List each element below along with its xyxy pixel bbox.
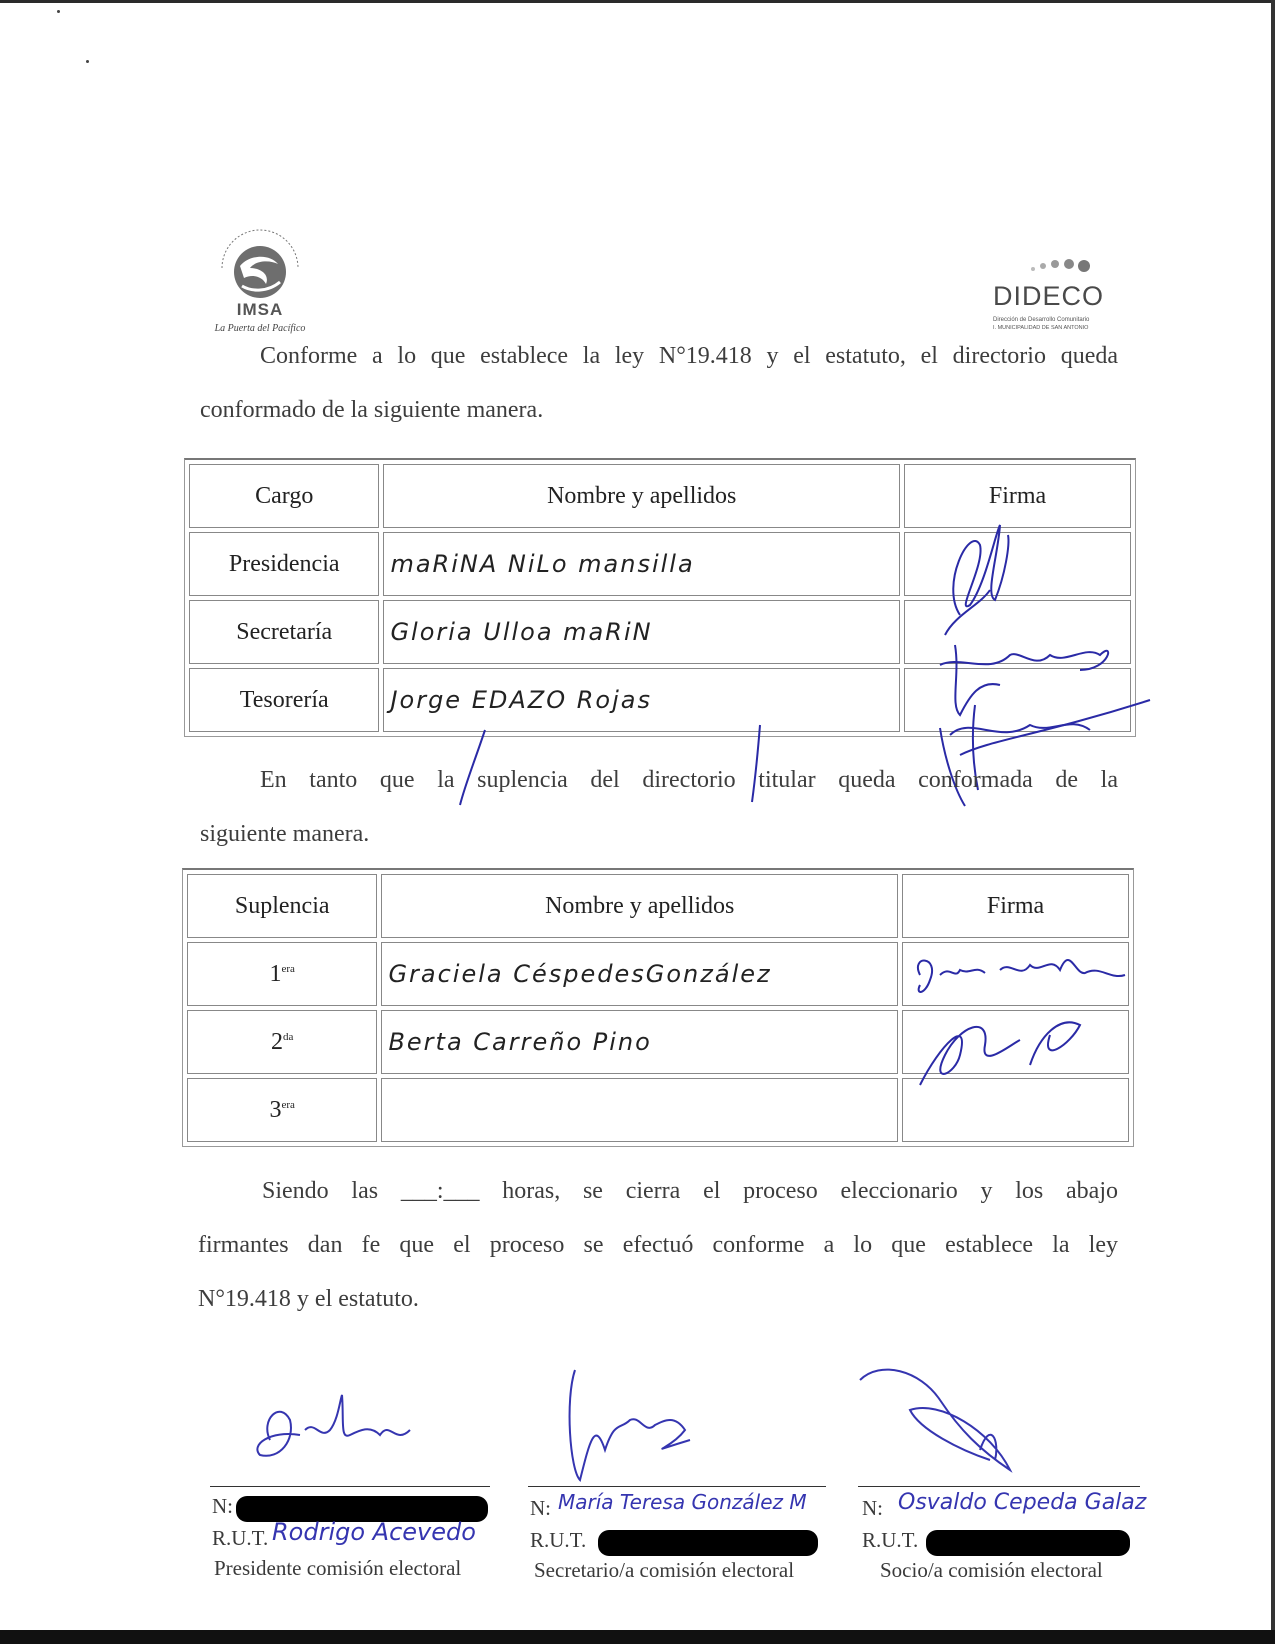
intro-line-2: conformado de la siguiente manera. <box>200 397 544 423</box>
nombre-tesoreria: Jorge EDAZO Rojas <box>383 668 900 732</box>
dideco-municipality: I. MUNICIPALIDAD DE SAN ANTONIO <box>993 325 1089 331</box>
scan-edge-right <box>1271 0 1275 1644</box>
header-firma: Firma <box>904 464 1131 528</box>
rut-label-1: R.U.T. <box>212 1526 269 1550</box>
table-row <box>187 1010 1129 1074</box>
scan-speck <box>86 60 89 63</box>
role-2: Secretario/a comisión electoral <box>534 1558 795 1582</box>
nombre-presidencia: maRiNA NiLo mansilla <box>383 532 900 596</box>
n-label-1: N: <box>212 1494 233 1518</box>
firma-suplente-1 <box>902 942 1129 1006</box>
role-1: Presidente comisión electoral <box>214 1556 462 1580</box>
suplencia-2 <box>187 1010 377 1074</box>
n-label-2: N: <box>530 1496 551 1520</box>
n-label-3: N: <box>862 1496 883 1520</box>
firma-suplente-3 <box>902 1078 1129 1142</box>
rut-label-3: R.U.T. <box>862 1528 919 1552</box>
role-3: Socio/a comisión electoral <box>880 1558 1103 1582</box>
dideco-name: DIDECO <box>993 281 1105 311</box>
ordinal-number: 3 <box>269 1096 282 1123</box>
cargo-tesoreria: Tesorería <box>189 668 379 732</box>
nombre-suplente-3 <box>381 1078 898 1142</box>
table-row <box>189 532 1131 596</box>
header-nombre: Nombre y apellidos <box>381 874 898 938</box>
closing-line-3: N°19.418 y el estatuto. <box>198 1286 419 1312</box>
imsa-tagline: La Puerta del Pacífico <box>214 323 306 334</box>
firma-suplente-2 <box>902 1010 1129 1074</box>
nombre-secretaria: Gloria Ulloa maRiN <box>383 600 900 664</box>
redaction-bar <box>598 1530 818 1556</box>
signature-line-3 <box>858 1486 1140 1487</box>
signature-line-2 <box>528 1486 826 1487</box>
cargo-secretaria: Secretaría <box>189 600 379 664</box>
redaction-bar <box>926 1530 1130 1556</box>
table-row <box>187 942 1129 1006</box>
nombre-suplente-1: Graciela CéspedesGonzález <box>381 942 898 1006</box>
firma-tesoreria <box>904 668 1131 732</box>
closing-line-2: firmantes dan fe que el proceso se efectuó conforme a lo que establece la ley <box>198 1232 1118 1258</box>
intro-line-1: Conforme a lo que establece la ley N°19.418 y el estatuto, el directorio queda <box>260 343 1118 369</box>
ordinal-suffix: era <box>281 962 295 975</box>
header-firma: Firma <box>902 874 1129 938</box>
handwritten-name-3: Osvaldo Cepeda Galaz <box>898 1490 1147 1515</box>
scan-edge-top <box>0 0 1275 3</box>
suplencia-intro-line-2: siguiente manera. <box>200 821 370 847</box>
ordinal-suffix: era <box>281 1098 295 1111</box>
dideco-logo <box>985 255 1115 335</box>
commission-signatures-icon <box>220 1360 1120 1510</box>
table-header-row <box>189 464 1131 528</box>
table-row <box>189 600 1131 664</box>
suplencia-intro-line-1: En tanto que la suplencia del directorio titular queda conformada de la <box>260 767 1118 793</box>
signature-line-1 <box>210 1486 490 1487</box>
header-nombre: Nombre y apellidos <box>383 464 900 528</box>
header-suplencia: Suplencia <box>187 874 377 938</box>
dideco-subtitle: Dirección de Desarrollo Comunitario <box>993 317 1090 323</box>
header-cargo: Cargo <box>189 464 379 528</box>
table-row <box>187 1078 1129 1142</box>
scan-edge-bottom <box>0 1630 1275 1644</box>
scan-speck <box>57 10 60 13</box>
imsa-logo <box>200 228 320 346</box>
table-row <box>189 668 1131 732</box>
directorio-table <box>184 458 1136 737</box>
ordinal-number: 2 <box>271 1028 284 1055</box>
handwritten-name-1: Rodrigo Acevedo <box>272 1518 476 1546</box>
imsa-name: IMSA <box>236 300 284 319</box>
suplencia-1 <box>187 942 377 1006</box>
firma-secretaria <box>904 600 1131 664</box>
suplencia-3 <box>187 1078 377 1142</box>
nombre-suplente-2: Berta Carreño Pino <box>381 1010 898 1074</box>
cargo-presidencia: Presidencia <box>189 532 379 596</box>
firma-presidencia <box>904 532 1131 596</box>
imsa-emblem-icon <box>200 228 320 303</box>
dideco-dots-icon <box>1025 255 1105 277</box>
handwritten-name-2: María Teresa González M <box>558 1490 807 1514</box>
ordinal-suffix: da <box>283 1030 294 1043</box>
closing-line-1: Siendo las ___:___ horas, se cierra el proceso eleccionario y los abajo <box>262 1178 1118 1204</box>
ordinal-number: 1 <box>269 960 282 987</box>
suplencia-table <box>182 868 1134 1147</box>
table-header-row <box>187 874 1129 938</box>
rut-label-2: R.U.T. <box>530 1528 587 1552</box>
